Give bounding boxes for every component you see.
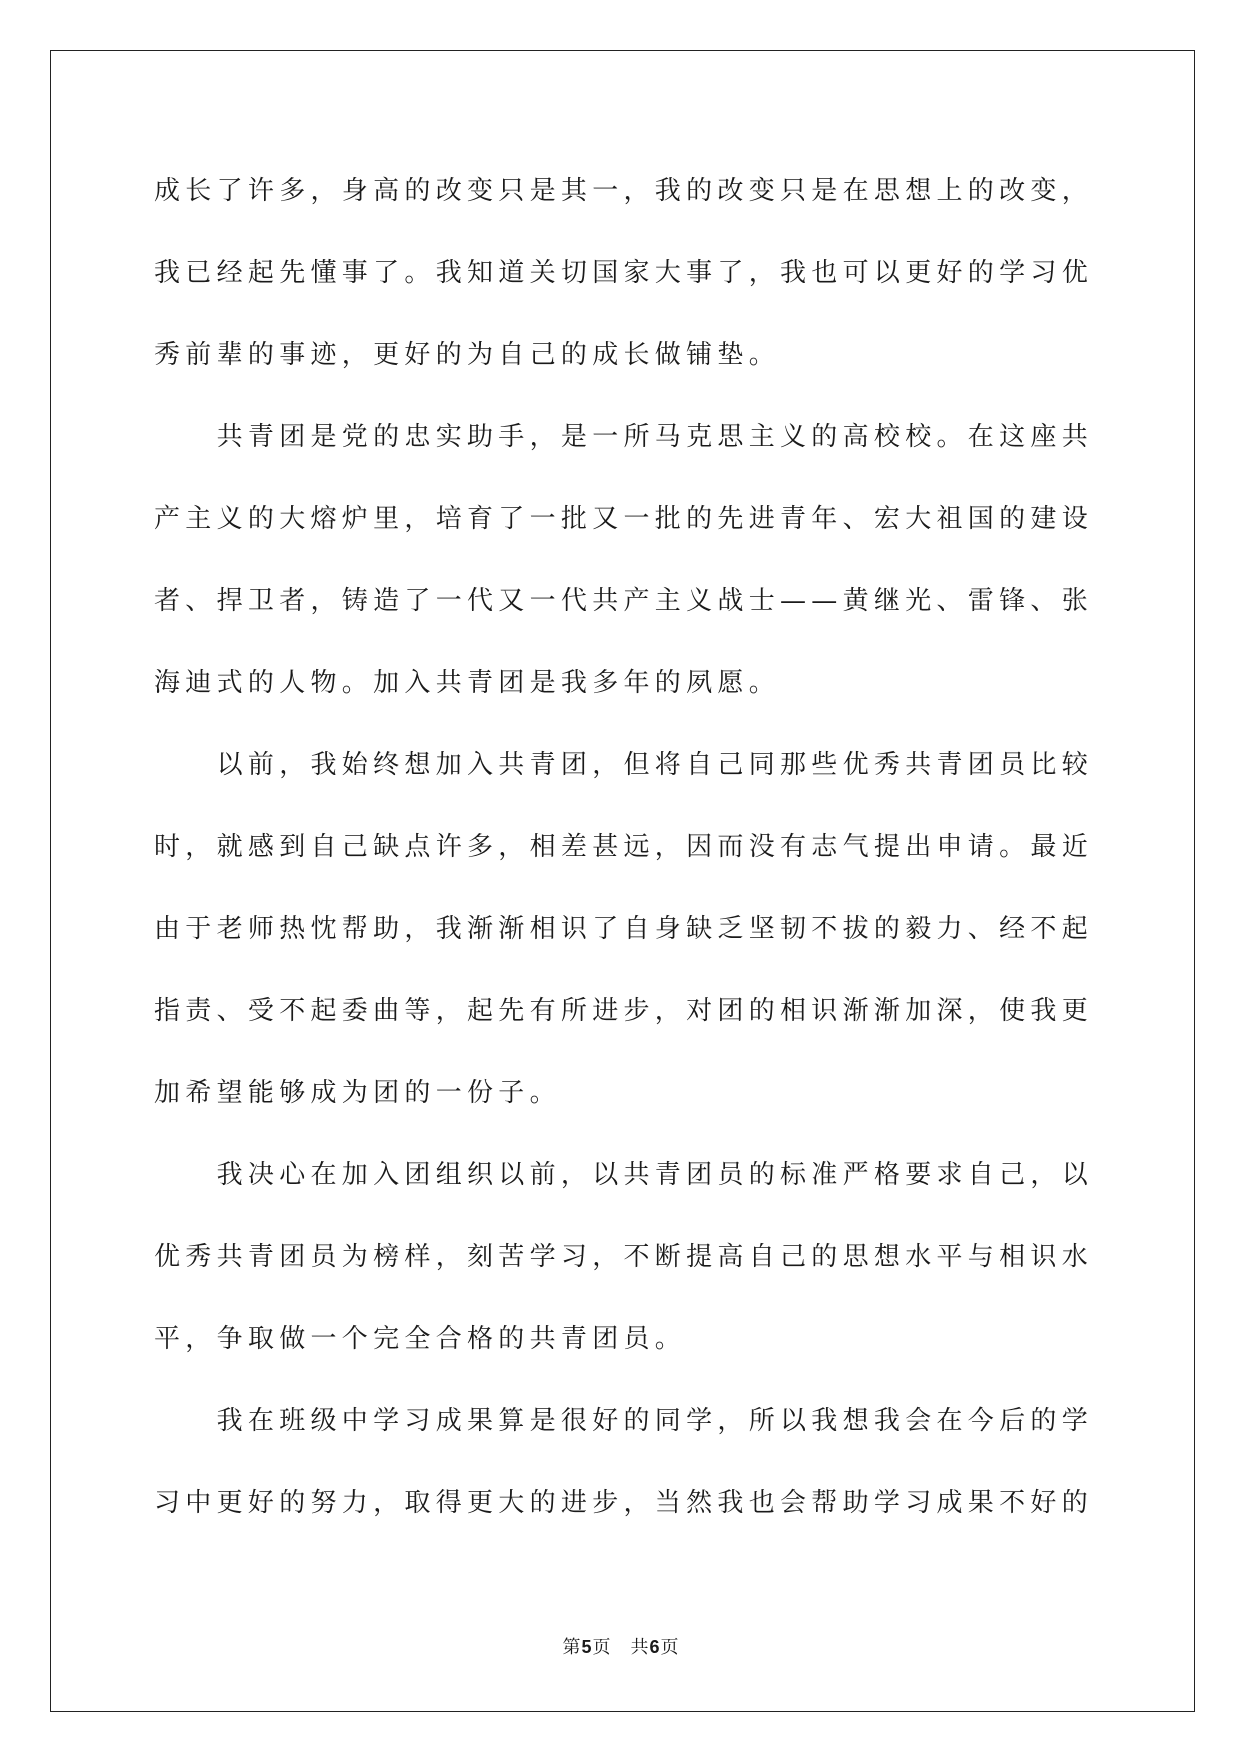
paragraph	[154, 1134, 1134, 1380]
text-line: 共青团是党的忠实助手，是一所马克思主义的高校校。在这座共	[216, 422, 1093, 452]
text-line: 习中更好的努力，取得更大的进步，当然我也会帮助学习成果不好的	[154, 1488, 1094, 1518]
text-line: 以前，我始终想加入共青团，但将自己同那些优秀共青团员比较	[216, 750, 1093, 780]
text-line: 优秀共青团员为榜样，刻苦学习，不断提高自己的思想水平与相识水	[154, 1242, 1094, 1272]
text-line: 成长了许多，身高的改变只是其一，我的改变只是在思想上的改变，	[154, 176, 1094, 206]
current-page-label	[562, 1637, 610, 1658]
text-line: 秀前辈的事迹，更好的为自己的成长做铺垫。	[154, 340, 781, 370]
total-pages-label	[631, 1637, 679, 1658]
text-line: 我决心在加入团组织以前，以共青团员的标准严格要求自己，以	[216, 1160, 1093, 1190]
paragraph	[154, 396, 1134, 724]
text-line: 加希望能够成为团的一份子。	[154, 1078, 561, 1108]
text-line: 者、捍卫者，铸造了一代又一代共产主义战士——黄继光、雷锋、张	[154, 586, 1094, 616]
paragraph	[154, 724, 1134, 1134]
current-page-prefix: 第	[562, 1637, 581, 1658]
text-line: 平，争取做一个完全合格的共青团员。	[154, 1324, 687, 1354]
paragraph	[154, 1380, 1134, 1544]
text-line: 时，就感到自己缺点许多，相差甚远，因而没有志气提出申请。最近	[154, 832, 1094, 862]
text-line: 我在班级中学习成果算是很好的同学，所以我想我会在今后的学	[216, 1406, 1093, 1436]
total-pages-prefix: 共	[630, 1637, 649, 1658]
total-pages-number: 6	[649, 1637, 660, 1657]
text-line: 产主义的大熔炉里，培育了一批又一批的先进青年、宏大祖国的建设	[154, 504, 1094, 534]
text-line: 我已经起先懂事了。我知道关切国家大事了，我也可以更好的学习优	[154, 258, 1094, 288]
text-line: 指责、受不起委曲等，起先有所进步，对团的相识渐渐加深，使我更	[154, 996, 1094, 1026]
current-page-suffix: 页	[592, 1637, 611, 1658]
total-pages-suffix: 页	[660, 1637, 679, 1658]
text-line: 由于老师热忱帮助，我渐渐相识了自身缺乏坚韧不拔的毅力、经不起	[154, 914, 1094, 944]
document-body	[154, 150, 1134, 1544]
page-footer	[0, 1634, 1241, 1660]
current-page-number: 5	[581, 1637, 592, 1657]
paragraph	[154, 150, 1134, 396]
text-line: 海迪式的人物。加入共青团是我多年的夙愿。	[154, 668, 781, 698]
